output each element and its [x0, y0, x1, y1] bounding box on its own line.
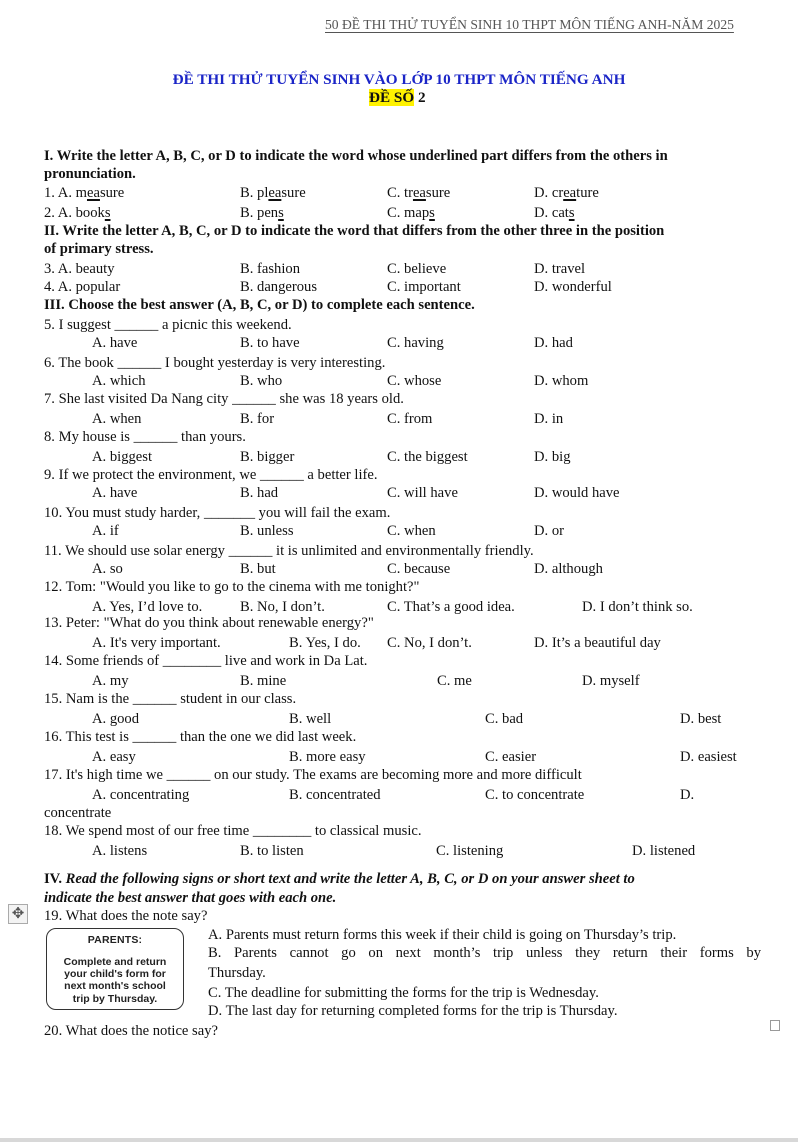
q1-b-pre: B. pl	[240, 185, 269, 201]
section-4-instruction: Read the following signs or short text and write the letter A, B, C, or D on your answer sheet to	[62, 871, 635, 887]
answer-option-a: A. concentrating	[92, 787, 190, 803]
answer-option-a: A. which	[92, 373, 146, 389]
answer-option-a: A. biggest	[92, 449, 152, 465]
note-body	[47, 956, 183, 1005]
answer-option-c: C. easier	[485, 749, 537, 765]
answer-option-d: D. would have	[534, 485, 620, 501]
q2-option-c	[387, 204, 435, 222]
answer-option-d: D. had	[534, 335, 573, 351]
answer-option-d: D. best	[680, 711, 722, 727]
section-4-number: IV.	[44, 871, 62, 887]
section-2-heading: II. Write the letter A, B, C, or D to indicate the word that differs from the other three in the position	[44, 223, 665, 239]
answer-option-c: C. having	[387, 335, 444, 351]
answer-option-d: D. myself	[582, 673, 640, 689]
answer-option-d: D. I don’t think so.	[582, 599, 693, 615]
q1-option-c	[387, 184, 450, 202]
answer-option-d: D. although	[534, 561, 603, 577]
q1-c-pre: C. tr	[387, 185, 413, 201]
q4-option-c: C. important	[387, 279, 461, 295]
q3-option-b: B. fashion	[240, 261, 300, 277]
answer-option-b: B. to listen	[240, 843, 304, 859]
q3-option-c: C. believe	[387, 261, 447, 277]
exam-title: ĐỀ THI THỬ TUYỂN SINH VÀO LỚP 10 THPT MÔN TIẾNG ANH	[172, 71, 626, 88]
page-header: 50 ĐỀ THI THỬ TUYỂN SINH 10 THPT MÔN TIẾNG ANH-NĂM 2025	[325, 17, 734, 32]
answer-option-c: C. That’s a good idea.	[387, 599, 515, 615]
parents-note-image	[46, 928, 184, 1010]
q19-option-d: D. The last day for returning completed forms for the trip is Thursday.	[208, 1003, 618, 1019]
answer-option-d: D. easiest	[680, 749, 737, 765]
answer-option-b: B. mine	[240, 673, 287, 689]
answer-option-a: A. have	[92, 335, 138, 351]
section-1-heading: I. Write the letter A, B, C, or D to indicate the word whose underlined part differs from the others in	[44, 148, 668, 164]
note-line: next month's school	[64, 980, 166, 993]
answer-option-a: A. good	[92, 711, 140, 727]
q2-d-pre: D. cat	[534, 205, 569, 221]
answer-option-a: A. It's very important.	[92, 635, 221, 651]
page-bottom-border	[0, 1138, 798, 1142]
q2-c-underlined: s	[429, 205, 435, 221]
answer-option-c: C. from	[387, 411, 433, 427]
answer-option-d: D. It’s a beautiful day	[534, 635, 661, 651]
q2-b-pre: B. pen	[240, 205, 279, 221]
question-stem: 12. Tom: "Would you like to go to the cinema with me tonight?"	[44, 579, 420, 595]
q2-c-pre: C. map	[387, 205, 430, 221]
q2-option-b	[240, 204, 284, 222]
answer-option-c: C. bad	[485, 711, 524, 727]
answer-option-c: C. because	[387, 561, 451, 577]
resize-handle-icon[interactable]	[770, 1020, 780, 1031]
answer-option-b: B. had	[240, 485, 279, 501]
answer-option-a: A. listens	[92, 843, 148, 859]
answer-option-c: C. when	[387, 523, 436, 539]
section-3-heading: III. Choose the best answer (A, B, C, or D) to complete each sentence.	[44, 297, 475, 313]
exam-number-value: 2	[417, 89, 426, 106]
section-4-heading	[44, 870, 635, 888]
question-stem: 9. If we protect the environment, we ______ a better life.	[44, 467, 378, 483]
q1-a-underlined: ea	[86, 185, 100, 201]
question-stem: 5. I suggest ______ a picnic this weekend.	[44, 317, 292, 333]
section-2-heading-cont: of primary stress.	[44, 241, 154, 257]
question-stem: 13. Peter: "What do you think about renewable energy?"	[44, 615, 374, 631]
q1-option-a	[44, 184, 124, 202]
answer-option-a: A. Yes, I’d love to.	[92, 599, 203, 615]
answer-option-c: C. listening	[436, 843, 504, 859]
q19-option-b-cont: Thursday.	[208, 965, 266, 981]
answer-option-b: B. well	[289, 711, 332, 727]
answer-option-c: C. will have	[387, 485, 458, 501]
question-stem: 17. It's high time we ______ on our study. The exams are becoming more and more difficult	[44, 767, 582, 783]
answer-option-c: C. me	[437, 673, 472, 689]
q19-option-a: A. Parents must return forms this week if their child is going on Thursday’s trip.	[208, 927, 677, 943]
q3-option-d: D. travel	[534, 261, 586, 277]
q1-option-b	[240, 184, 306, 202]
note-line: your child's form for	[64, 968, 166, 981]
answer-option-c: C. the biggest	[387, 449, 468, 465]
q1-b-rest: sure	[281, 185, 306, 201]
section-1-heading-cont: pronunciation.	[44, 166, 136, 182]
answer-option-c: C. whose	[387, 373, 442, 389]
question-stem: 8. My house is ______ than yours.	[44, 429, 246, 445]
q2-option-a	[44, 204, 111, 222]
q1-b-underlined: ea	[268, 185, 282, 201]
answer-option-c: C. to concentrate	[485, 787, 585, 803]
answer-option-d: D. big	[534, 449, 571, 465]
answer-option-d: D.	[680, 787, 695, 803]
q19-stem: 19. What does the note say?	[44, 908, 208, 924]
answer-option-b: B. who	[240, 373, 283, 389]
q1-d-underlined: ea	[563, 185, 577, 201]
exam-number	[369, 89, 426, 107]
question-stem: 7. She last visited Da Nang city ______ she was 18 years old.	[44, 391, 404, 407]
answer-option-c: C. No, I don’t.	[387, 635, 472, 651]
q19-option-b: B. Parents cannot go on next month’s trip unless they return their forms by	[208, 945, 761, 961]
q2-d-underlined: s	[568, 205, 575, 221]
answer-option-d: D. or	[534, 523, 564, 539]
answer-option-b: B. unless	[240, 523, 294, 539]
question-stem: 16. This test is ______ than the one we did last week.	[44, 729, 357, 745]
answer-option-a: A. easy	[92, 749, 136, 765]
answer-option-b: B. concentrated	[289, 787, 381, 803]
answer-option-d: D. listened	[632, 843, 696, 859]
note-title: PARENTS:	[87, 934, 143, 946]
q1-d-rest: ture	[576, 185, 599, 201]
q1-a-rest: sure	[99, 185, 125, 201]
question-stem: 18. We spend most of our free time ________ to classical music.	[44, 823, 422, 839]
note-line: trip by Thursday.	[72, 992, 158, 1005]
q1-c-underlined: ea	[412, 185, 426, 201]
q4-option-b: B. dangerous	[240, 279, 318, 295]
q1-d-pre: D. cr	[534, 185, 564, 201]
q19-option-c: C. The deadline for submitting the forms for the trip is Wednesday.	[208, 985, 599, 1001]
question-stem: 10. You must study harder, _______ you will fail the exam.	[44, 505, 391, 521]
q4-option-a: 4. A. popular	[44, 279, 121, 295]
answer-option-a: A. have	[92, 485, 138, 501]
exam-number-label: ĐỀ SỐ	[369, 89, 415, 106]
question-stem: 14. Some friends of ________ live and work in Da Lat.	[44, 653, 368, 669]
q2-a-pre: 2. A. book	[44, 205, 105, 221]
q4-option-d: D. wonderful	[534, 279, 612, 295]
answer-option-b: B. Yes, I do.	[289, 635, 361, 651]
q1-c-rest: sure	[425, 185, 451, 201]
q20-stem: 20. What does the notice say?	[44, 1023, 218, 1039]
q1-a-pre: 1. A. m	[44, 185, 87, 201]
q2-a-underlined: s	[104, 205, 111, 221]
question-stem: 6. The book ______ I bought yesterday is very interesting.	[44, 355, 386, 371]
q2-option-d	[534, 204, 575, 222]
answer-option-d: D. whom	[534, 373, 589, 389]
note-line: Complete and return	[63, 956, 167, 968]
answer-option-d-cont: concentrate	[44, 805, 112, 821]
q2-b-underlined: s	[278, 205, 284, 221]
answer-option-b: B. but	[240, 561, 276, 577]
answer-option-b: B. No, I don’t.	[240, 599, 325, 615]
q1-option-d	[534, 184, 599, 202]
answer-option-a: A. my	[92, 673, 129, 689]
answer-option-b: B. for	[240, 411, 275, 427]
answer-option-a: A. if	[92, 523, 119, 539]
section-4-heading-cont: indicate the best answer that goes with each one.	[44, 890, 337, 906]
answer-option-b: B. bigger	[240, 449, 295, 465]
answer-option-b: B. to have	[240, 335, 300, 351]
answer-option-a: A. so	[92, 561, 123, 577]
move-handle-icon[interactable]: ✥	[8, 904, 28, 924]
answer-option-b: B. more easy	[289, 749, 366, 765]
question-stem: 11. We should use solar energy ______ it is unlimited and environmentally friendly.	[44, 543, 534, 559]
answer-option-d: D. in	[534, 411, 564, 427]
answer-option-a: A. when	[92, 411, 142, 427]
question-stem: 15. Nam is the ______ student in our class.	[44, 691, 297, 707]
q3-option-a: 3. A. beauty	[44, 261, 115, 277]
